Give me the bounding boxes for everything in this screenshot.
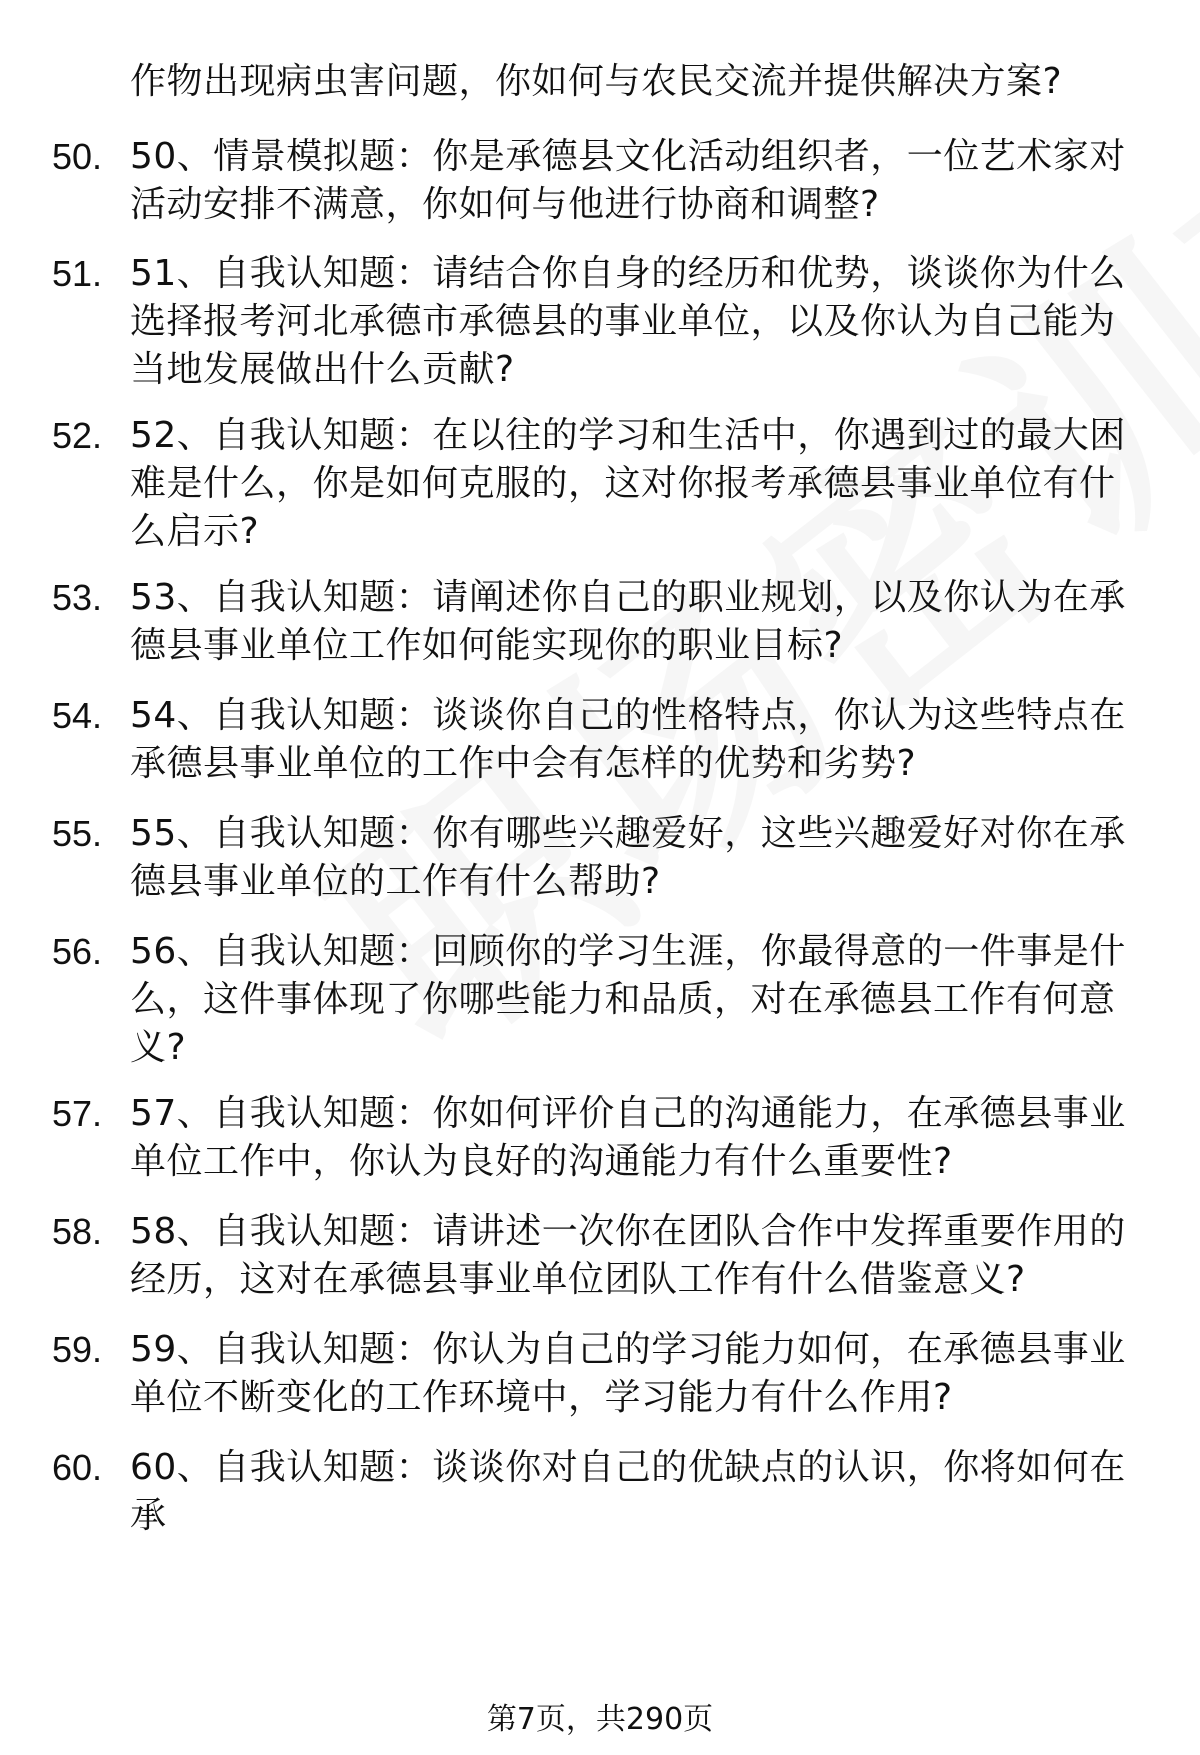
item-text: 55、自我认知题：你有哪些兴趣爱好，这些兴趣爱好对你在承德县事业单位的工作有什么帮助? [130,813,1126,902]
item-text: 57、自我认知题：你如何评价自己的沟通能力，在承德县事业单位工作中，你认为良好的沟通能力有什么重要性? [130,1093,1126,1182]
item-number: 55. [52,813,103,854]
item-text: 53、自我认知题：请阐述你自己的职业规划，以及你认为在承德县事业单位工作如何能实现你的职业目标? [130,577,1126,666]
item-text: 51、自我认知题：请结合你自身的经历和优势，谈谈你为什么选择报考河北承德市承德县的事业单位，以及你认为自己能为当地发展做出什么贡献? [130,253,1126,390]
item-number: 54. [52,695,103,736]
page-footer: 第7页，共290页 [486,1702,714,1737]
item-number: 56. [52,931,103,972]
item-number: 57. [52,1093,103,1134]
item-text: 54、自我认知题：谈谈你自己的性格特点，你认为这些特点在承德县事业单位的工作中会有怎样的优势和劣势? [130,695,1126,784]
item-number: 52. [52,415,103,456]
item-text: 59、自我认知题：你认为自己的学习能力如何，在承德县事业单位不断变化的工作环境中，学习能力有什么作用? [130,1329,1126,1418]
item-number: 59. [52,1329,103,1370]
item-text: 60、自我认知题：谈谈你对自己的优缺点的认识，你将如何在承 [130,1447,1126,1536]
continuation-text: 作物出现病虫害问题，你如何与农民交流并提供解决方案? [130,61,1063,102]
item-number: 53. [52,577,103,618]
item-number: 51. [52,253,103,294]
item-text: 58、自我认知题：请讲述一次你在团队合作中发挥重要作用的经历，这对在承德县事业单位团队工作有什么借鉴意义? [130,1211,1126,1300]
item-text: 56、自我认知题：回顾你的学习生涯，你最得意的一件事是什么，这件事体现了你哪些能力和品质，对在承德县工作有何意义? [130,931,1126,1068]
item-number: 58. [52,1211,103,1252]
item-text: 52、自我认知题：在以往的学习和生活中，你遇到过的最大困难是什么，你是如何克服的，这对你报考承德县事业单位有什么启示? [130,415,1126,552]
item-text: 50、情景模拟题：你是承德县文化活动组织者，一位艺术家对活动安排不满意，你如何与他进行协商和调整? [130,136,1126,225]
item-number: 60. [52,1447,103,1488]
item-number: 50. [52,136,103,177]
